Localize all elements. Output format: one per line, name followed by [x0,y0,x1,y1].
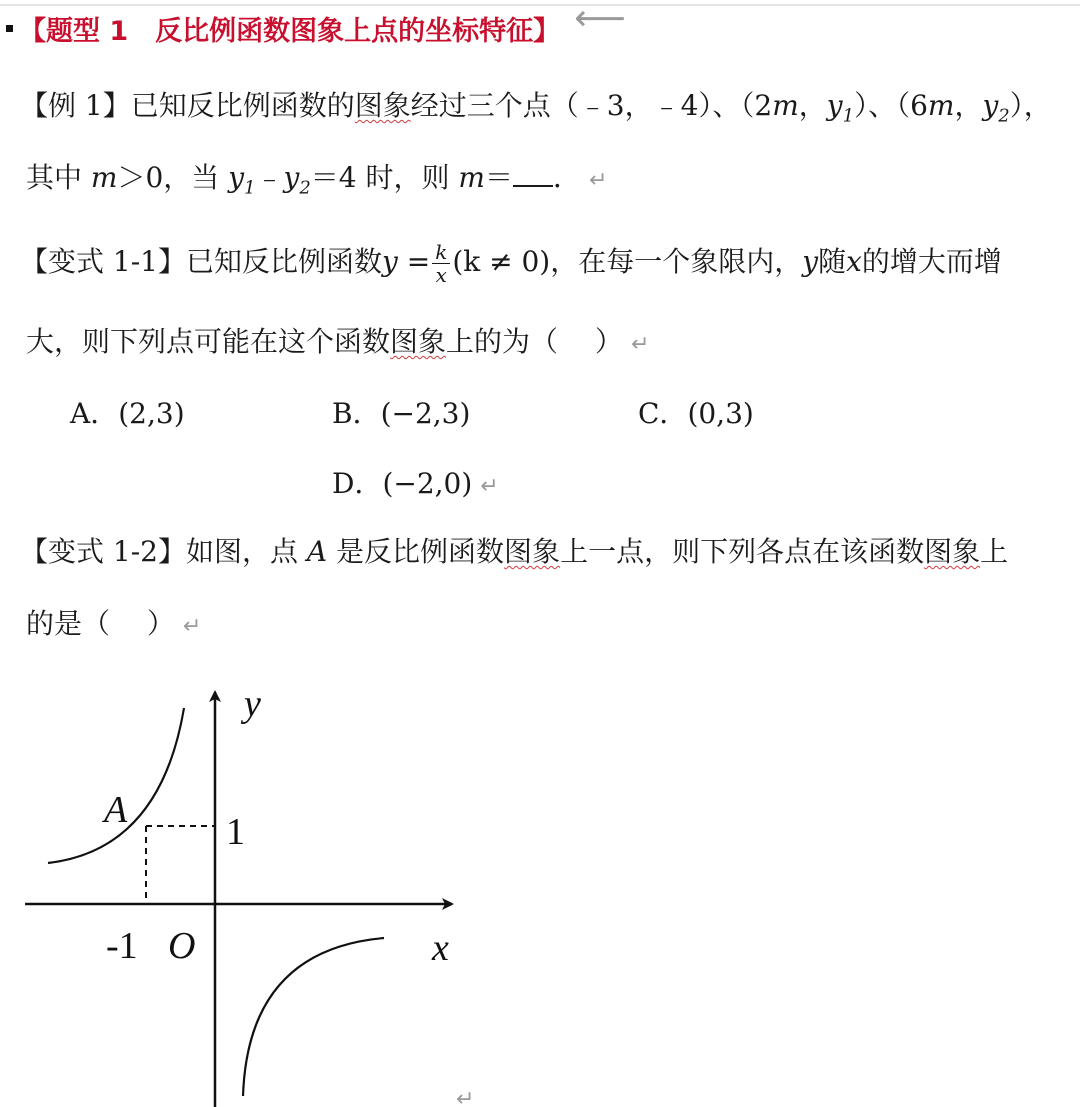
example1-label: 【例 1】 [20,89,131,122]
hyperbola-branch-upper-left [48,708,184,863]
variant12-line2: 的是（ ） ↵ [26,607,202,640]
hyperbola-branch-lower-right [243,938,384,1096]
label-x: x [432,927,449,969]
variant11-line1: 【变式 1-1】已知反比例函数y = $\frac{k}{x}$ (k ≠ 0)，在每一个象限内，y随x的增大而增 [20,240,1002,287]
label-one: 1 [226,811,245,853]
return-mark-icon: ↵ [588,168,608,193]
return-mark-icon: ↵ [630,332,650,357]
answer-blank [513,159,553,187]
heading-text: 【题型 1 反比例函数图象上点的坐标特征】 [19,15,561,47]
hyperbola-figure [0,660,500,1107]
option-d: D．(−2,0) ↵ [332,467,499,500]
return-mark-icon: ↵ [480,474,499,499]
fraction-k-over-x: $\frac{k}{x}$ [432,241,450,286]
bullet-icon [6,25,13,32]
return-arrow-icon: ⟵ [574,0,626,39]
page-top-border [0,4,1080,6]
example1-line1: 【例 1】已知反比例函数的图象经过三个点（﹣3，﹣4）、（2m，$y_1$）、（6m，$y_2$）， [20,89,1052,127]
return-mark-icon: ↵ [456,1087,475,1107]
variant12-label: 【变式 1-2】 [20,535,186,568]
label-neg-one: -1 [106,925,138,967]
section-heading [6,0,626,48]
variant12-line1: 【变式 1-2】如图，点 A 是反比例函数图象上一点，则下列各点在该函数图象上 [20,535,1009,568]
example1-line2: 其中 m＞0，当 $y_1﹣y_2=4$ 时，则 m＝ ． ↵ [26,161,608,199]
option-a: A．(2,3) [70,397,185,430]
label-a: A [104,789,128,831]
option-c: C．(0,3) [638,397,754,430]
return-mark-icon: ↵ [182,614,202,639]
label-origin: O [168,925,196,967]
option-b: B．(−2,3) [332,397,471,430]
label-y: y [244,683,261,725]
variant11-label: 【变式 1-1】 [20,245,186,278]
variant11-line2: 大，则下列点可能在这个函数图象上的为（ ） ↵ [26,325,650,358]
